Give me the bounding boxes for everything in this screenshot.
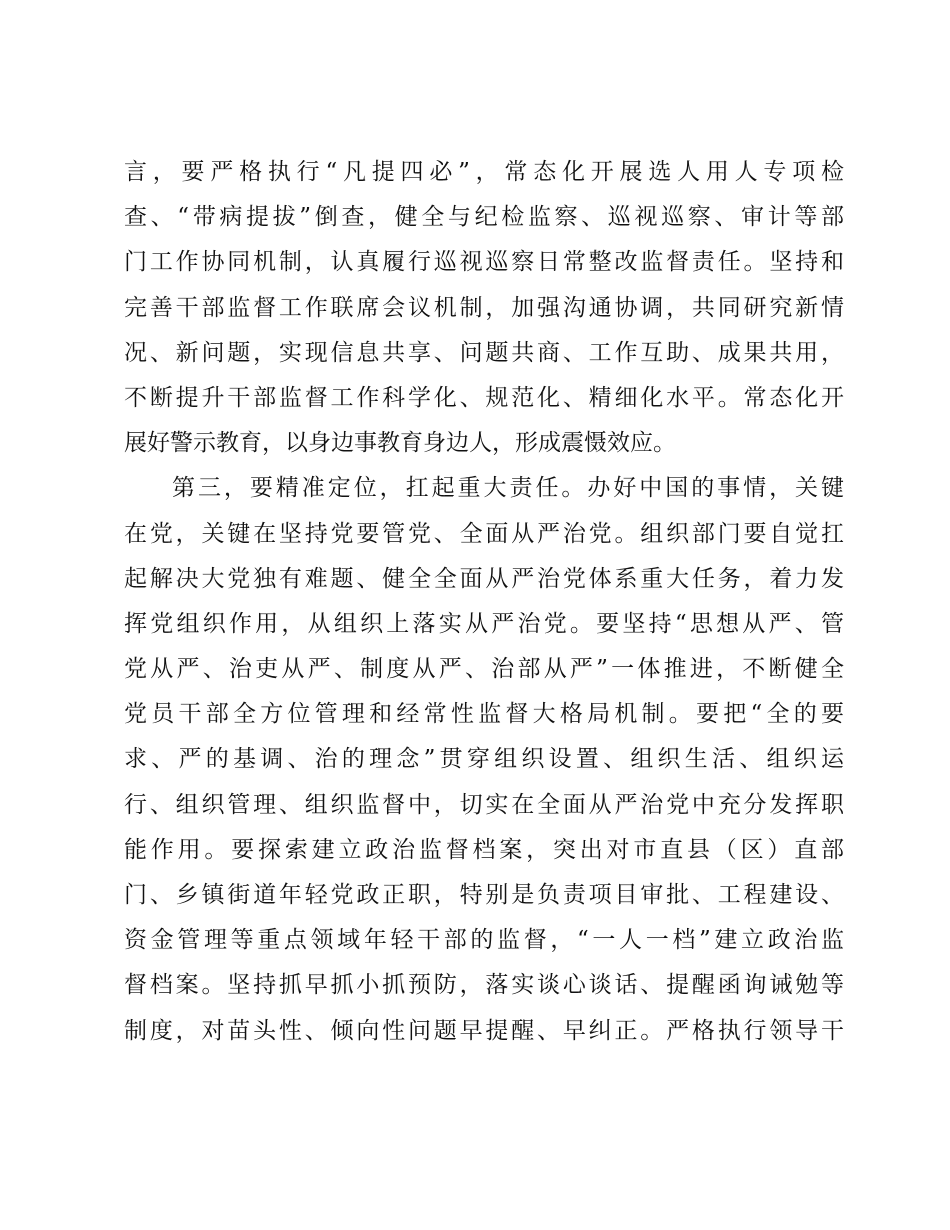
paragraph-last-line: 展好警示教育，以身边事教育身边人，形成震慑效应。 bbox=[124, 430, 676, 457]
text-line: 言，要严格执行“凡提四必”，常态化开展选人用人专项检 bbox=[124, 159, 844, 185]
text-line: 起解决大党独有难题、健全全面从严治党体系重大任务，着力发 bbox=[124, 565, 844, 592]
text-line: 在党，关键在坚持党要管党、全面从严治党。组织部门要自觉扛 bbox=[124, 520, 844, 547]
text-line: 制度，对苗头性、倾向性问题早提醒、早纠正。严格执行领导干 bbox=[124, 1017, 844, 1044]
text-line: 党从严、治吏从严、制度从严、治部从严”一体推进，不断健全 bbox=[124, 656, 844, 683]
text-line: 查、“带病提拔”倒查，健全与纪检监察、巡视巡察、审计等部 bbox=[124, 204, 844, 231]
text-line: 完善干部监督工作联席会议机制，加强沟通协调，共同研究新情 bbox=[124, 294, 844, 321]
text-line: 求、严的基调、治的理念”贯穿组织设置、组织生活、组织运 bbox=[124, 746, 844, 773]
text-line: 不断提升干部监督工作科学化、规范化、精细化水平。常态化开 bbox=[124, 384, 844, 411]
body-text bbox=[124, 150, 844, 1054]
text-line: 门、乡镇街道年轻党政正职，特别是负责项目审批、工程建设、 bbox=[124, 882, 844, 908]
text-line: 党员干部全方位管理和经常性监督大格局机制。要把“全的要 bbox=[124, 701, 844, 728]
text-line: 挥党组织作用，从组织上落实从严治党。要坚持“思想从严、管 bbox=[124, 610, 844, 637]
text-line: 况、新问题，实现信息共享、问题共商、工作互助、成果共用， bbox=[124, 339, 844, 366]
text-line: 资金管理等重点领域年轻干部的监督，“一人一档”建立政治监 bbox=[124, 927, 844, 954]
text-line: 行、组织管理、组织监督中，切实在全面从严治党中充分发挥职 bbox=[124, 791, 844, 818]
text-line: 督档案。坚持抓早抓小抓预防，落实谈心谈话、提醒函询诫勉等 bbox=[124, 972, 844, 999]
text-line: 能作用。要探索建立政治监督档案，突出对市直县（区）直部 bbox=[124, 836, 844, 863]
text-line: 门工作协同机制，认真履行巡视巡察日常整改监督责任。坚持和 bbox=[124, 249, 844, 276]
paragraph-first-line: 第三，要精准定位，扛起重大责任。办好中国的事情，关键 bbox=[172, 475, 844, 502]
